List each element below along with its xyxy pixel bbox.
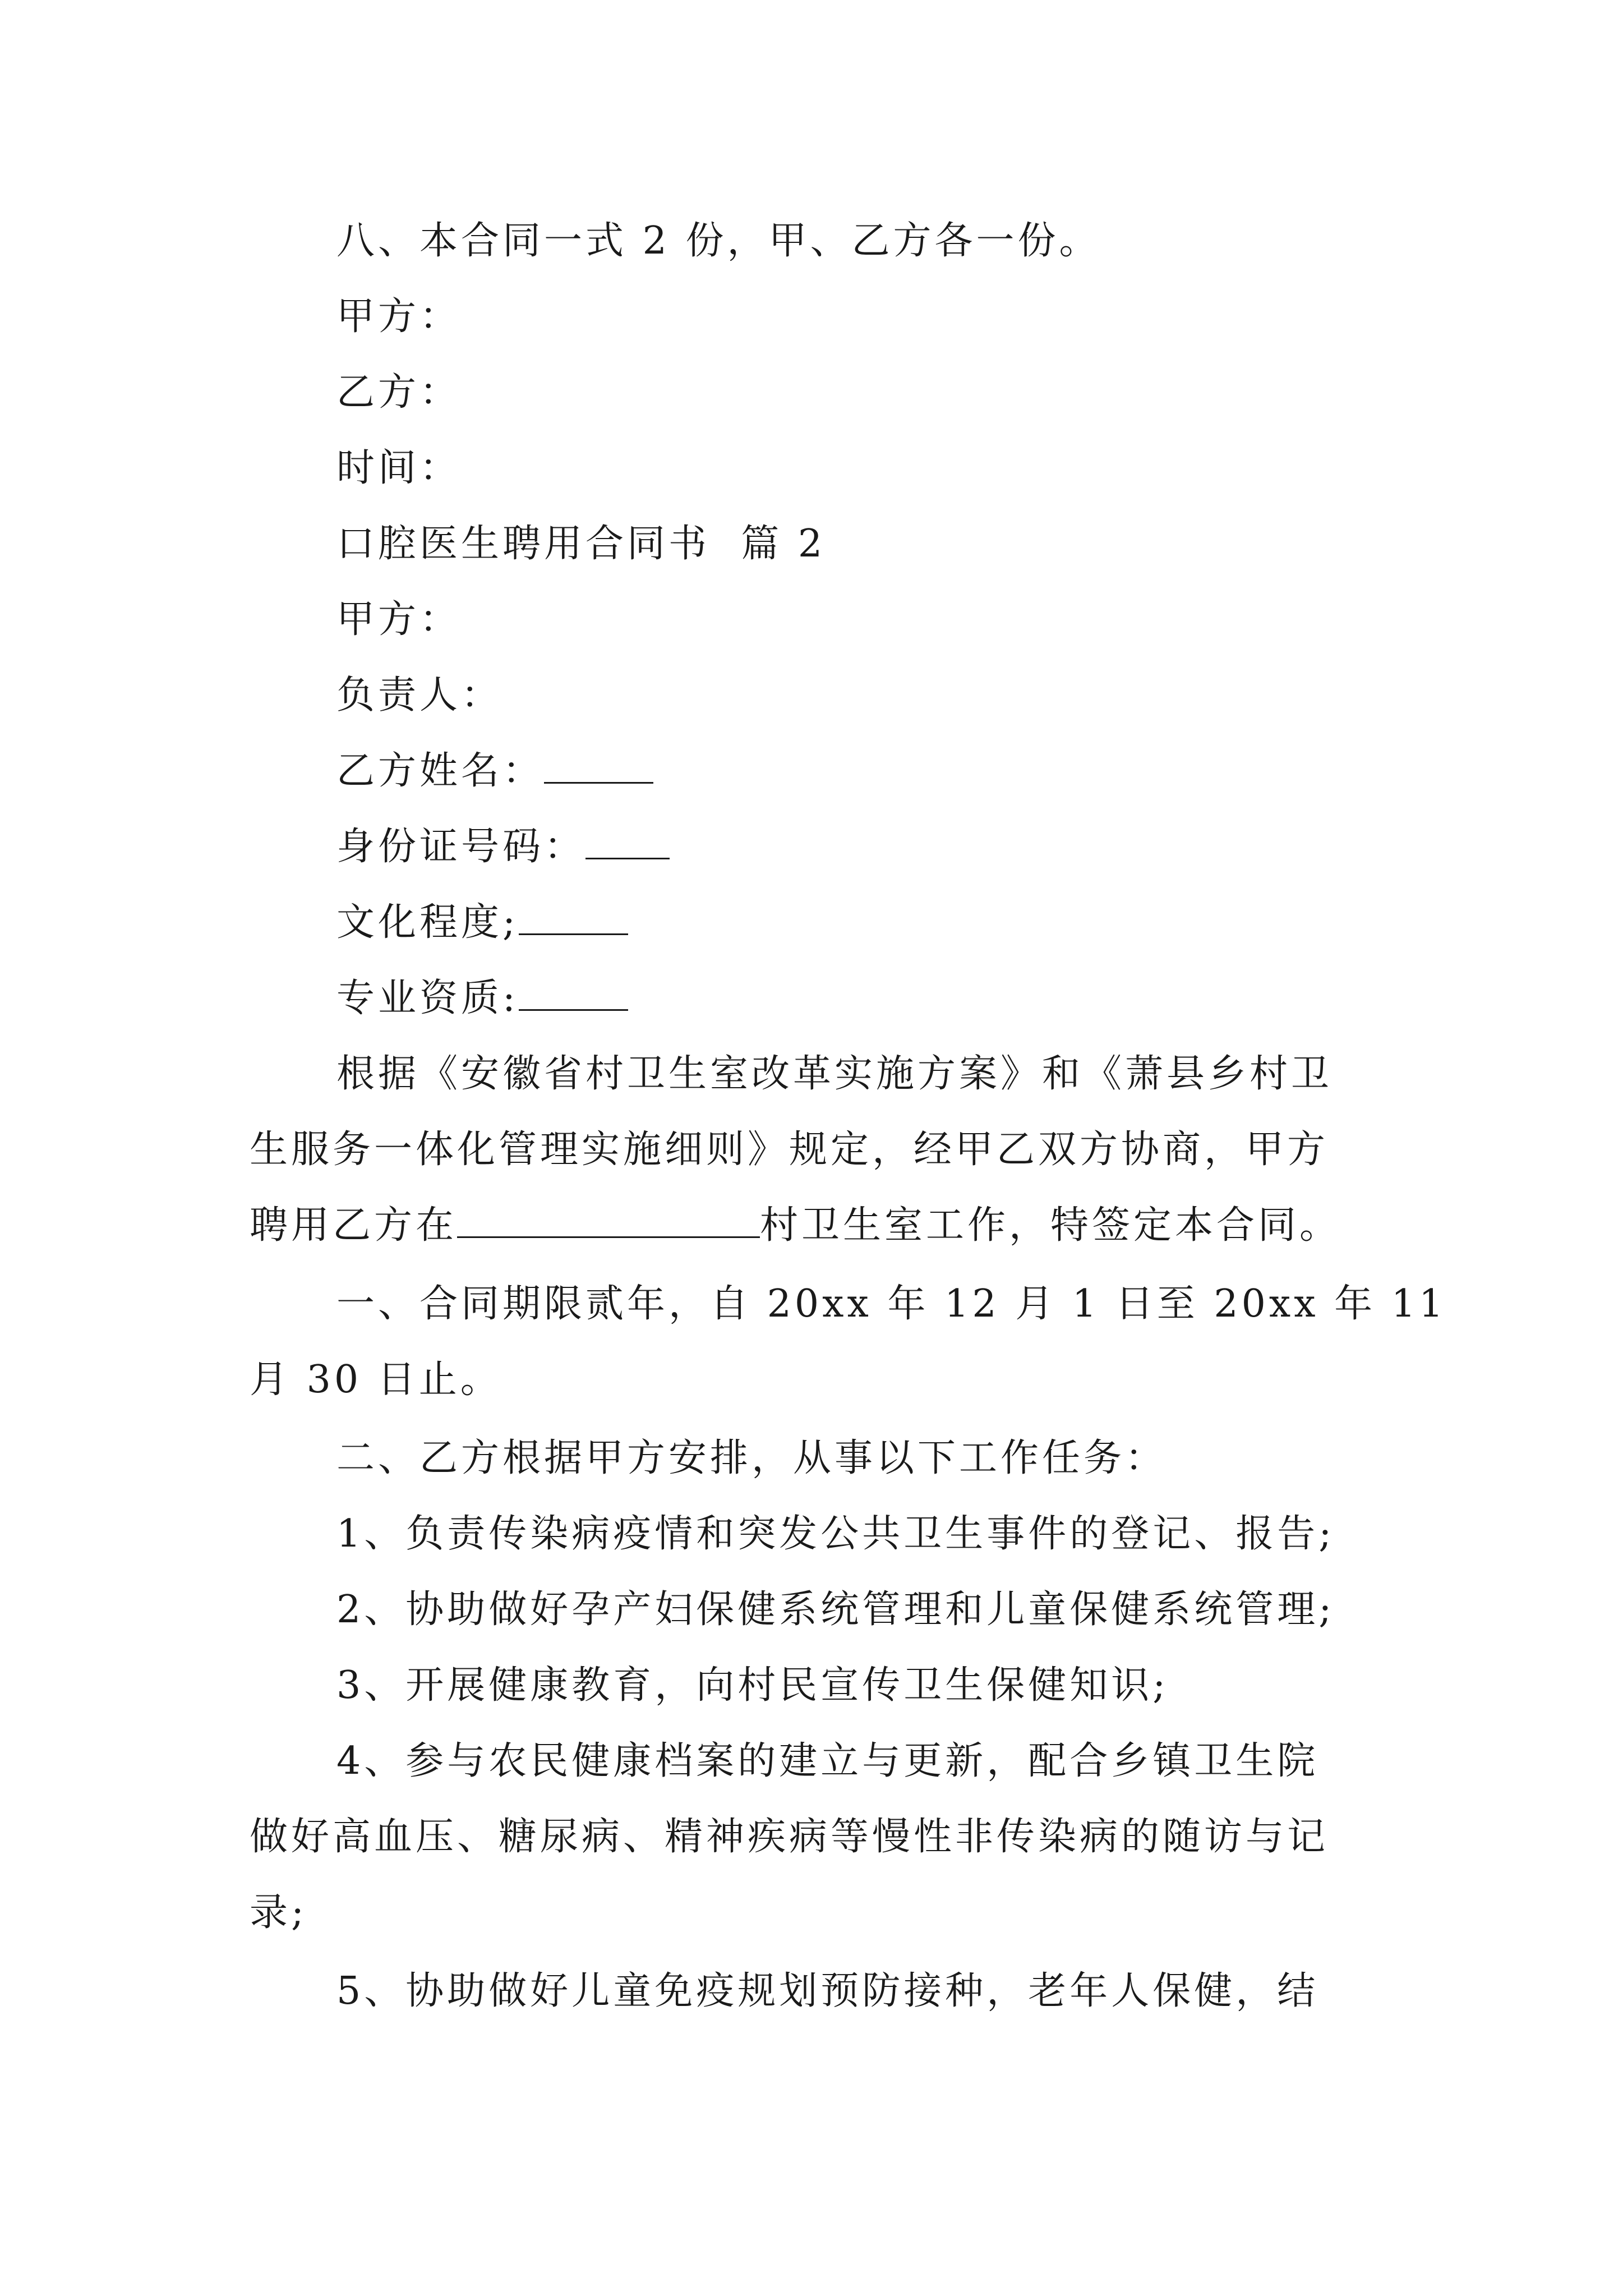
preamble-text-3b: 村卫生室工作，特签定本合同。 bbox=[760, 1203, 1341, 1248]
clause-1-text-1: 一、合同期限贰年，自 20xx 年 12 月 1 日至 20xx 年 11 bbox=[336, 1282, 1447, 1326]
responsible-person-label: 负责人： bbox=[336, 673, 503, 717]
task-4-text-3: 录; bbox=[250, 1890, 307, 1935]
education-line bbox=[336, 895, 628, 951]
task-4-line-1 bbox=[336, 1733, 1318, 1789]
party-b-signature-line bbox=[336, 365, 461, 421]
task-2-text: 2、协助做好孕产妇保健系统管理和儿童保健系统管理; bbox=[336, 1588, 1335, 1632]
party-a-field-label: 甲方： bbox=[336, 597, 462, 642]
task-4-text-2: 做好高血压、糖尿病、精神疾病等慢性非传染病的随访与记 bbox=[250, 1815, 1329, 1859]
date-label: 时间： bbox=[336, 446, 462, 490]
task-5-text-1: 5、协助做好儿童免疫规划预防接种，老年人保健，结 bbox=[336, 1969, 1319, 2013]
clause-2-text: 二、乙方根据甲方安排，从事以下工作任务： bbox=[336, 1436, 1167, 1480]
task-4-line-3 bbox=[250, 1885, 307, 1941]
clause-2-line bbox=[336, 1430, 1166, 1487]
clause-1-text-2: 月 30 日止。 bbox=[250, 1358, 502, 1402]
preamble-line-2 bbox=[250, 1122, 1329, 1178]
responsible-person-line bbox=[336, 668, 502, 724]
task-3-line bbox=[336, 1658, 1169, 1714]
party-b-name-label: 乙方姓名： bbox=[336, 749, 545, 793]
task-2-line bbox=[336, 1582, 1335, 1638]
id-number-blank bbox=[585, 824, 670, 859]
party-b-name-blank bbox=[544, 748, 653, 784]
qualification-line bbox=[336, 970, 628, 1027]
clause-8-text: 八、本合同一式 2 份，甲、乙方各一份。 bbox=[336, 219, 1101, 263]
id-number-label: 身份证号码： bbox=[336, 825, 586, 869]
id-number-line bbox=[336, 819, 670, 875]
qualification-label: 专业资质: bbox=[336, 976, 519, 1020]
preamble-text-2: 生服务一体化管理实施细则》规定，经甲乙双方协商，甲方 bbox=[250, 1128, 1329, 1172]
task-4-line-2 bbox=[250, 1809, 1329, 1865]
date-line bbox=[336, 440, 461, 496]
task-5-line-1 bbox=[336, 1963, 1318, 2019]
education-label: 文化程度; bbox=[336, 900, 519, 945]
preamble-text-1: 根据《安徽省村卫生室改革实施方案》和《萧县乡村卫 bbox=[336, 1052, 1333, 1096]
clause-8-line bbox=[336, 213, 1101, 269]
education-blank bbox=[519, 900, 628, 935]
task-1-text: 1、负责传染病疫情和突发公共卫生事件的登记、报告; bbox=[336, 1512, 1335, 1556]
task-1-line bbox=[336, 1506, 1335, 1562]
clause-1-line-1 bbox=[336, 1276, 1446, 1332]
preamble-line-3 bbox=[250, 1198, 1341, 1254]
party-a-label: 甲方： bbox=[336, 295, 462, 339]
qualification-blank bbox=[519, 976, 628, 1011]
preamble-line-1 bbox=[336, 1046, 1332, 1102]
village-clinic-blank bbox=[457, 1203, 760, 1238]
task-4-text-1: 4、参与农民健康档案的建立与更新，配合乡镇卫生院 bbox=[336, 1739, 1319, 1783]
preamble-text-3a: 聘用乙方在 bbox=[250, 1203, 458, 1248]
party-b-label: 乙方： bbox=[336, 370, 462, 415]
party-a-line bbox=[336, 592, 461, 648]
task-3-text: 3、开展健康教育，向村民宣传卫生保健知识; bbox=[336, 1663, 1169, 1708]
section-title: 口腔医生聘用合同书 篇 2 bbox=[336, 522, 826, 566]
party-b-name-line bbox=[336, 743, 653, 799]
clause-1-line-2 bbox=[250, 1352, 502, 1408]
section-title-line bbox=[336, 516, 826, 572]
party-a-signature-line bbox=[336, 289, 461, 345]
